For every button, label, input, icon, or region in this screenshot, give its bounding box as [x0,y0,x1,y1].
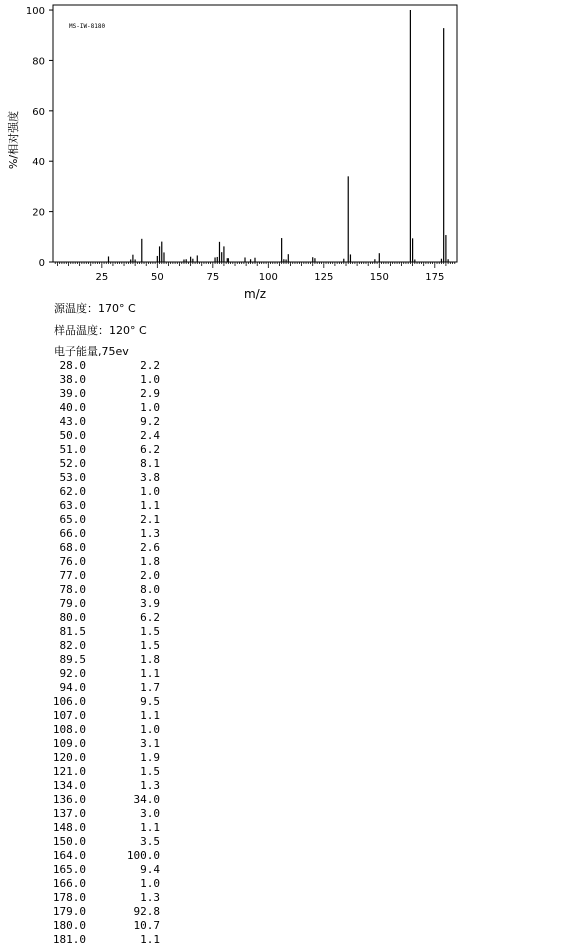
peak-abundance: 1.0 [140,485,160,498]
peak-abundance: 34.0 [133,793,160,806]
y-axis-label: %/相对强度 [7,110,20,170]
peak-abundance: 8.1 [140,457,160,470]
peak-row [48,555,160,569]
peak-row [48,471,160,485]
peak-row [48,695,160,709]
peak-row [48,681,160,695]
peak-abundance: 1.7 [140,681,160,694]
peak-row [48,821,160,835]
peak-mz: 65.0 [59,513,86,526]
peak-row [48,751,160,765]
peak-abundance: 3.5 [140,835,160,848]
peak-row [48,737,160,751]
peak-mz: 166.0 [52,877,86,890]
x-tick-label: 50 [150,272,164,283]
peak-row [48,653,160,667]
peak-mz: 28.0 [59,359,86,372]
peak-row [48,639,160,653]
peak-abundance: 1.3 [140,891,160,904]
y-tick-label: 40 [32,157,45,169]
peak-mz: 148.0 [52,821,86,834]
peak-abundance: 6.2 [140,443,160,456]
peak-mz: 79.0 [59,597,86,610]
peak-mz: 51.0 [59,443,86,456]
peak-abundance: 10.7 [133,919,160,932]
peak-row [48,359,160,373]
peak-mz: 106.0 [52,695,86,708]
x-tick-label: 100 [258,272,278,283]
peak-row [48,807,160,821]
peak-abundance: 1.1 [140,709,160,722]
peak-abundance: 1.5 [140,639,160,652]
peak-abundance: 1.1 [140,933,160,946]
peak-mz: 108.0 [52,723,86,736]
peak-row [48,429,160,443]
peak-row [48,863,160,877]
peak-row [48,709,160,723]
peak-mz: 120.0 [52,751,86,764]
plot-frame [53,5,457,262]
x-tick-label: 175 [425,272,445,283]
peak-abundance: 1.1 [140,821,160,834]
peak-abundance: 1.1 [140,499,160,512]
peak-abundance: 1.0 [140,723,160,736]
peak-mz: 164.0 [52,849,86,862]
peak-row [48,485,160,499]
peak-mz: 136.0 [52,793,86,806]
peak-mz: 50.0 [59,429,86,442]
x-tick-label: 75 [206,272,220,283]
peak-mz: 78.0 [59,583,86,596]
peak-mz: 77.0 [59,569,86,582]
peak-abundance: 1.3 [140,779,160,792]
peak-row [48,513,160,527]
x-tick-label: 150 [369,272,389,283]
peak-row [48,401,160,415]
peak-row [48,373,160,387]
peak-row [48,723,160,737]
x-axis-label: m/z [243,287,267,301]
peak-row [48,541,160,555]
peak-row [48,597,160,611]
y-tick-label: 80 [32,56,45,68]
peak-abundance: 9.5 [140,695,160,708]
peak-row [48,443,160,457]
peak-row [48,933,160,947]
peak-row [48,835,160,849]
peak-mz: 40.0 [59,401,86,414]
peak-row [48,905,160,919]
peak-row [48,765,160,779]
peak-mz: 76.0 [59,555,86,568]
peak-abundance: 9.2 [140,415,160,428]
peak-abundance: 3.8 [140,471,160,484]
peak-abundance: 1.9 [140,751,160,764]
peak-abundance: 1.3 [140,527,160,540]
peak-mz: 178.0 [52,891,86,904]
peak-mz: 134.0 [52,779,86,792]
peak-abundance: 2.2 [140,359,160,372]
source-temperature: 源温度：170° C [54,302,136,315]
peak-abundance: 8.0 [140,583,160,596]
peak-abundance: 9.4 [140,863,160,876]
peak-abundance: 2.1 [140,513,160,526]
peak-row [48,849,160,863]
peak-abundance: 3.1 [140,737,160,750]
peak-row [48,891,160,905]
peak-abundance: 2.4 [140,429,160,442]
peak-row [48,667,160,681]
peak-mz: 39.0 [59,387,86,400]
x-axis-ticks [55,262,455,283]
peak-mz: 80.0 [59,611,86,624]
peak-row [48,569,160,583]
peak-mz: 150.0 [52,835,86,848]
peak-row [48,527,160,541]
peak-abundance: 1.0 [140,373,160,386]
peak-mz: 68.0 [59,541,86,554]
peak-abundance: 3.0 [140,807,160,820]
sample-temperature: 样品温度：120° C [54,324,147,337]
peak-mz: 179.0 [52,905,86,918]
peak-abundance: 1.1 [140,667,160,680]
peak-mz: 82.0 [59,639,86,652]
peak-row [48,779,160,793]
peak-mz: 89.5 [59,653,86,666]
peak-mz: 63.0 [59,499,86,512]
peak-row [48,877,160,891]
y-tick-label: 60 [32,106,45,118]
spectrum-id-label: MS-IW-8180 [69,23,106,30]
peak-abundance: 3.9 [140,597,160,610]
peak-row [48,387,160,401]
y-tick-label: 100 [25,6,45,18]
peak-row [48,499,160,513]
peak-abundance: 2.6 [140,541,160,554]
peak-row [48,415,160,429]
peak-mz: 53.0 [59,471,86,484]
mass-spectrum-chart [0,0,570,305]
peak-row [48,625,160,639]
peak-abundance: 1.0 [140,401,160,414]
x-tick-label: 25 [95,272,109,283]
peak-mz: 109.0 [52,737,86,750]
peak-abundance: 2.9 [140,387,160,400]
x-tick-label: 125 [314,272,334,283]
peak-mz: 180.0 [52,919,86,932]
peak-row [48,457,160,471]
peak-abundance: 1.8 [140,653,160,666]
peak-abundance: 1.5 [140,765,160,778]
peak-mz: 43.0 [59,415,86,428]
y-tick-label: 0 [38,258,45,269]
peak-mz: 137.0 [52,807,86,820]
peak-mz: 165.0 [52,863,86,876]
electron-energy: 电子能量,75ev [54,345,129,358]
peak-row [48,793,160,807]
peak-abundance: 92.8 [133,905,160,918]
peak-mz: 107.0 [52,709,86,722]
peak-mz: 62.0 [59,485,86,498]
peak-abundance: 100.0 [126,849,160,862]
peak-mz: 121.0 [52,765,86,778]
spectrum-peaks [108,10,448,262]
peak-mz: 94.0 [59,681,86,694]
peak-abundance: 6.2 [140,611,160,624]
peak-abundance: 1.5 [140,625,160,638]
peak-mz: 66.0 [59,527,86,540]
peak-abundance: 1.0 [140,877,160,890]
peak-row [48,611,160,625]
y-tick-label: 20 [32,207,45,219]
peak-row [48,919,160,933]
peak-mz: 52.0 [59,457,86,470]
peak-abundance: 1.8 [140,555,160,568]
peak-mz: 181.0 [52,933,86,946]
peak-mz: 92.0 [59,667,86,680]
peak-mz: 38.0 [59,373,86,386]
y-axis-ticks [26,6,53,269]
peak-table [48,359,160,947]
peak-mz: 81.5 [59,625,86,638]
peak-row [48,583,160,597]
peak-abundance: 2.0 [140,569,160,582]
